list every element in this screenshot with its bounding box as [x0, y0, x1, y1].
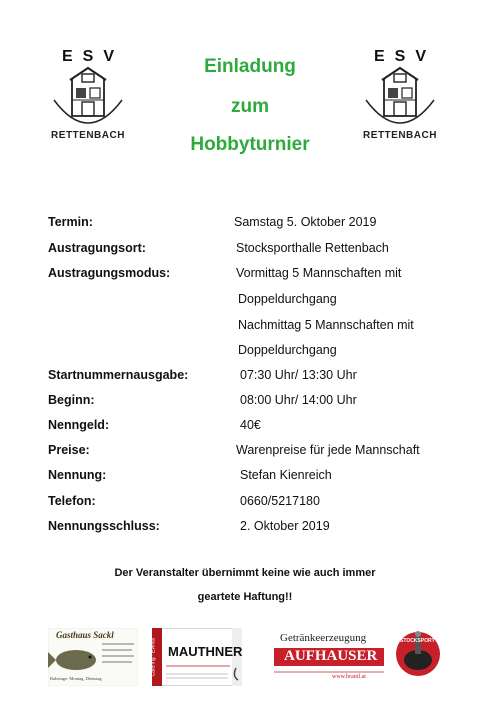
detail-value: Nachmittag 5 Mannschaften mit [238, 318, 414, 332]
title-line-1: Einladung [204, 56, 296, 77]
club-logo-letters: ESV [61, 48, 124, 65]
detail-label: Austragungsmodus: [48, 266, 171, 280]
sponsor-aufhauser [274, 628, 384, 686]
disclaimer-line-1: Der Veranstalter übernimmt keine wie auch immer [114, 567, 376, 579]
aufhauser-web: www.brantl.at [332, 674, 366, 680]
stocksport-name: STOCKSPORT [400, 638, 435, 644]
gasthaus-hours: Ruhetage: Montag, Dienstag [50, 676, 102, 681]
detail-value: 2. Oktober 2019 [240, 519, 330, 533]
club-arc-text: RETTENBACH [363, 130, 437, 140]
club-logo-right [360, 50, 440, 140]
aufhauser-name: AUFHAUSER [284, 648, 378, 664]
detail-value: 40€ [240, 418, 261, 432]
mauthner-name: MAUTHNER [168, 644, 243, 659]
title-line-3: Hobbyturnier [190, 134, 310, 155]
detail-value: Doppeldurchgang [238, 343, 337, 357]
detail-label: Nennung: [48, 468, 107, 482]
detail-label: Nennungsschluss: [48, 519, 160, 533]
detail-label: Preise: [48, 443, 90, 457]
sponsor-mauthner [152, 628, 242, 686]
aufhauser-header: Getränkeerzeugung [280, 632, 367, 644]
disclaimer-line-2: geartete Haftung!! [197, 591, 293, 603]
title-line-2: zum [231, 96, 269, 117]
detail-value: Stefan Kienreich [240, 468, 332, 482]
detail-label: Telefon: [48, 494, 96, 508]
detail-label: Nenngeld: [48, 418, 110, 432]
detail-value: Doppeldurchgang [238, 292, 337, 306]
sponsor-gasthaus-sackl [48, 628, 138, 686]
club-logo-left [48, 50, 128, 140]
detail-value: 07:30 Uhr/ 13:30 Uhr [240, 368, 357, 382]
mauthner-tag: Catering · Events [150, 637, 157, 677]
detail-label: Termin: [48, 215, 93, 229]
detail-label: Startnummernausgabe: [48, 368, 189, 382]
club-logo-letters: ESV [373, 48, 436, 65]
detail-value: Samstag 5. Oktober 2019 [234, 215, 377, 229]
detail-value: Stocksporthalle Rettenbach [236, 241, 389, 255]
sponsor-stocksport [394, 628, 442, 686]
detail-label: Beginn: [48, 393, 95, 407]
detail-value: 0660/5217180 [240, 494, 320, 508]
stocksport-logo-icon [394, 628, 442, 686]
club-arc-text: RETTENBACH [51, 130, 125, 140]
detail-value: Vormittag 5 Mannschaften mit [236, 266, 402, 280]
detail-label: Austragungsort: [48, 241, 146, 255]
detail-value: 08:00 Uhr/ 14:00 Uhr [240, 393, 357, 407]
gasthaus-name: Gasthaus Sackl [56, 630, 114, 640]
detail-value: Warenpreise für jede Mannschaft [236, 443, 420, 457]
